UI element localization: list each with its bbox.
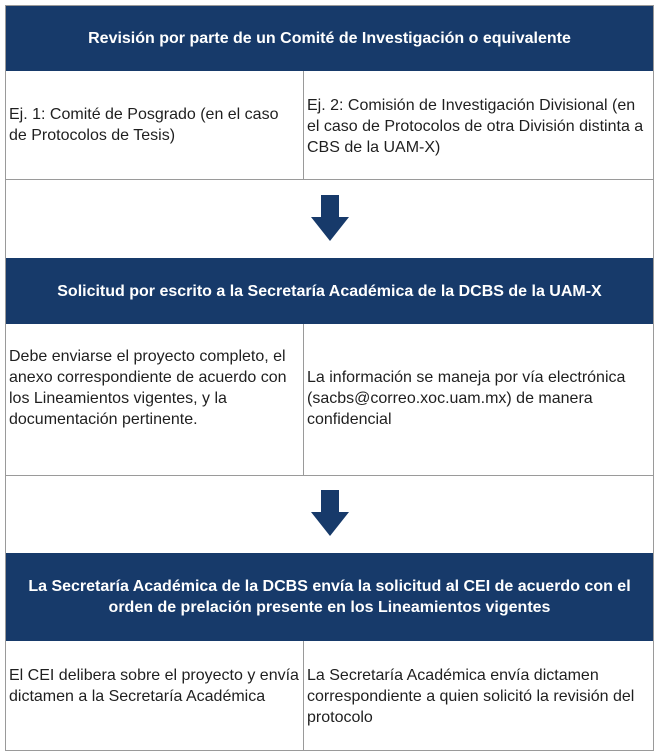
step-1-header xyxy=(6,6,653,71)
step-1-example-1 xyxy=(6,71,304,179)
step-3-dictamen-delivery xyxy=(304,641,653,750)
step-3-header xyxy=(6,553,653,641)
step-2-row xyxy=(6,324,653,476)
step-1-example-2 xyxy=(304,71,653,179)
step-2-title: Solicitud por escrito a la Secretaría Académica de la DCBS de la UAM-X xyxy=(57,282,602,300)
step-3-row xyxy=(6,641,653,750)
step-2-confidentiality xyxy=(304,324,653,475)
step-2-header xyxy=(6,258,653,324)
step-3-cei-deliberation-text: El CEI delibera sobre el proyecto y envía dictamen a la Secretaría Académica xyxy=(9,667,299,705)
step-1-row xyxy=(6,71,653,180)
step-2-confidentiality-text: La información se maneja por vía electrónica (sacbs@correo.xoc.uam.mx) de manera confidencial xyxy=(307,369,626,428)
down-arrow-icon xyxy=(311,490,349,536)
step-3-dictamen-delivery-text: La Secretaría Académica envía dictamen correspondiente a quien solicitó la revisión del protocolo xyxy=(307,667,635,726)
step-1-title: Revisión por parte de un Comité de Investigación o equivalente xyxy=(88,30,571,47)
step-2-requirements xyxy=(6,324,304,475)
step-1-example-2-text: Ej. 2: Comisión de Investigación Divisional (en el caso de Protocolos de otra División distinta a CBS de la UAM-X) xyxy=(307,97,644,156)
step-1-example-1-text: Ej. 1: Comité de Posgrado (en el caso de Protocolos de Tesis) xyxy=(9,106,279,144)
down-arrow-icon xyxy=(311,195,349,241)
step-2-requirements-text: Debe enviarse el proyecto completo, el anexo correspondiente de acuerdo con los Lineamientos vigentes, y la documentación pertinente. xyxy=(9,348,287,428)
step-3-title: La Secretaría Académica de la DCBS envía la solicitud al CEI de acuerdo con el orden de prelación presente en los Lineamientos vigentes xyxy=(28,578,631,616)
step-3-cei-deliberation xyxy=(6,641,304,750)
